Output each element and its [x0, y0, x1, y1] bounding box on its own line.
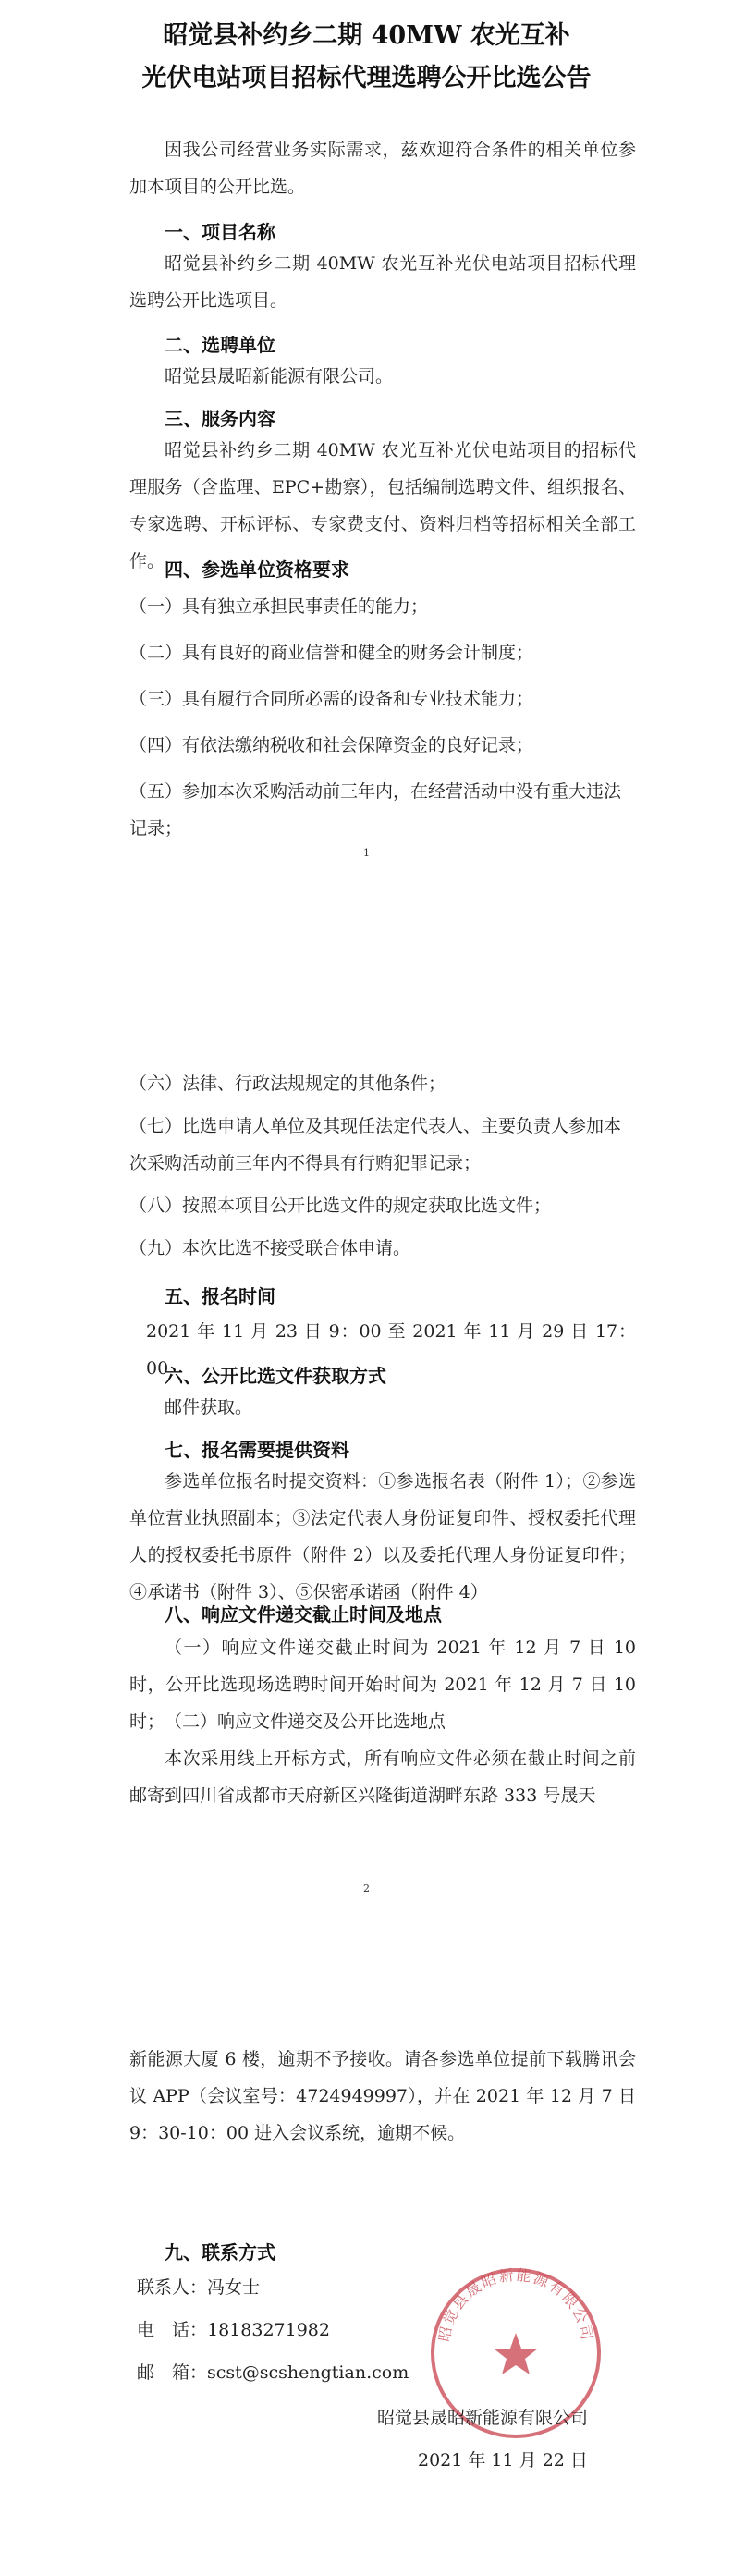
section-8-heading: 八、响应文件递交截止时间及地点: [165, 1603, 442, 1625]
qualification-item: （八）按照本项目公开比选文件的规定获取比选文件；: [129, 1196, 552, 1216]
signature-company: 昭觉县晟昭新能源有限公司: [377, 2408, 589, 2428]
qualification-item: （二）具有良好的商业信誉和健全的财务会计制度；: [129, 643, 534, 663]
qualification-item: （一）具有独立承担民事责任的能力；: [129, 596, 429, 617]
section-8-body-part-1: 本次采用线上开标方式，所有响应文件必须在截止时间之前邮寄到四川省成都市天府新区兴隆街道湖畔东路 333 号晟天: [129, 1748, 636, 1806]
section-8-item-2: （二）响应文件递交及公开比选地点: [165, 1711, 446, 1732]
page-number-2: 2: [363, 1883, 370, 1895]
page-number-1: 1: [363, 847, 370, 859]
section-5-body: 2021 年 11 月 23 日 9：00 至 2021 年 11 月 29 日 17：00: [146, 1321, 636, 1379]
contact-person: 联系人：冯女士: [137, 2277, 261, 2298]
signature-date: 2021 年 11 月 22 日: [418, 2450, 588, 2471]
qualification-item: （三）具有履行合同所必需的设备和专业技术能力；: [129, 689, 534, 709]
section-6-heading: 六、公开比选文件获取方式: [165, 1365, 386, 1387]
document-title-line-1: 昭觉县补约乡二期 40MW 农光互补: [163, 21, 570, 50]
contact-email: 邮 箱：scst@scshengtian.com: [137, 2362, 409, 2383]
seal-text: 昭觉县晟昭新能源有限公司: [434, 2265, 597, 2344]
section-1-heading: 一、项目名称: [165, 221, 275, 243]
section-3-heading: 三、服务内容: [165, 408, 275, 430]
section-4-heading: 四、参选单位资格要求: [165, 558, 349, 581]
section-7-body: 参选单位报名时提交资料：①参选报名表（附件 1）；②参选单位营业执照副本；③法定代表人身份证复印件、授权委托代理人的授权委托书原件（附件 2）以及委托代理人身份证复印件；④承诺书（附件 3）、⑤保密承诺函（附件 4）: [129, 1471, 636, 1602]
section-8-item-1: （一）响应文件递交截止时间为 2021 年 12 月 7 日 10 时，公开比选现场选聘时间开始时间为 2021 年 12 月 7 日 10 时；: [129, 1638, 636, 1732]
qualification-item: （六）法律、行政法规规定的其他条件；: [129, 1073, 446, 1094]
seal-star-icon: [494, 2333, 538, 2374]
section-7-heading: 七、报名需要提供资料: [165, 1439, 349, 1461]
svg-text:昭觉县晟昭新能源有限公司: [435, 2266, 596, 2343]
section-3-body: 昭觉县补约乡二期 40MW 农光互补光伏电站项目的招标代理服务（含监理、EPC+勘察），包括编制选聘文件、组织报名、专家选聘、开标评标、专家费支付、资料归档等招标相关全部工作。: [129, 440, 636, 571]
section-2-body: 昭觉县晟昭新能源有限公司。: [165, 366, 394, 386]
section-5-heading: 五、报名时间: [165, 1285, 275, 1307]
section-6-body: 邮件获取。: [165, 1397, 253, 1417]
section-1-body: 昭觉县补约乡二期 40MW 农光互补光伏电站项目招标代理选聘公开比选项目。: [129, 253, 636, 311]
qualification-item: （五）参加本次采购活动前三年内，在经营活动中没有重大违法记录；: [129, 781, 622, 839]
document-title-line-2: 光伏电站项目招标代理选聘公开比选公告: [141, 64, 592, 92]
section-9-heading: 九、联系方式: [165, 2241, 275, 2263]
intro-paragraph: 因我公司经营业务实际需求，兹欢迎符合条件的相关单位参加本项目的公开比选。: [129, 140, 636, 197]
section-2-heading: 二、选聘单位: [165, 334, 275, 356]
qualification-item: （七）比选申请人单位及其现任法定代表人、主要负责人参加本次采购活动前三年内不得具有行贿犯罪记录；: [129, 1116, 622, 1173]
contact-phone: 电 话：18183271982: [137, 2320, 330, 2340]
section-8-body-part-2: 新能源大厦 6 楼，逾期不予接收。请各参选单位提前下载腾讯会议 APP（会议室号：4724949997），并在 2021 年 12 月 7 日 9：30-10：00 进入会议系统，逾期不候。: [129, 2049, 636, 2143]
qualification-item: （九）本次比选不接受联合体申请。: [129, 1238, 411, 1258]
qualification-item: （四）有依法缴纳税收和社会保障资金的良好记录；: [129, 735, 534, 755]
